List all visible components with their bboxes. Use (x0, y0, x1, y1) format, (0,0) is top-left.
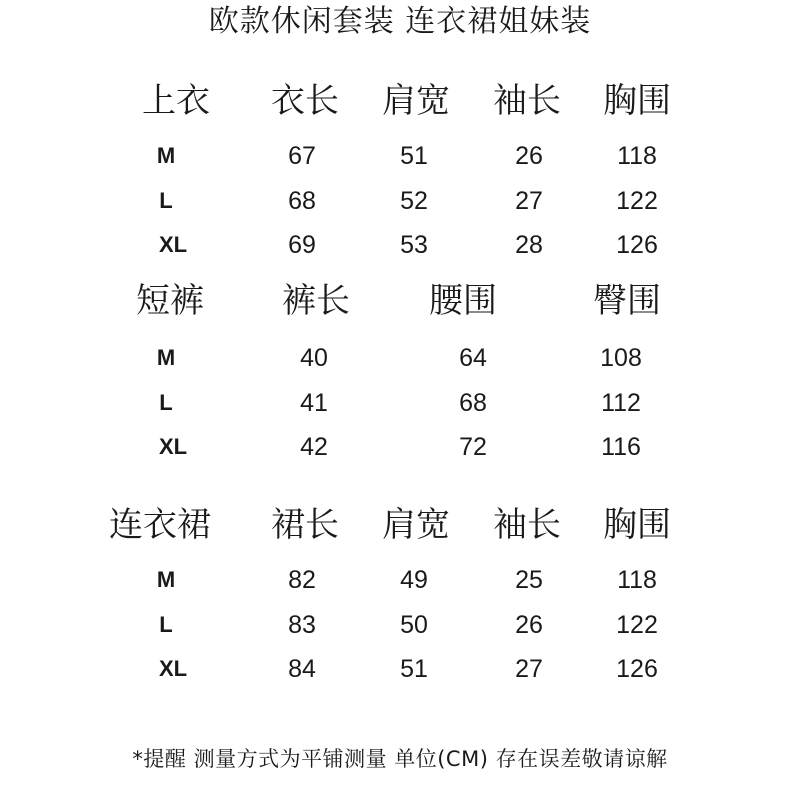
table-cell: 52 (400, 187, 428, 215)
table-cell: 118 (617, 142, 657, 170)
table-cell: 68 (459, 389, 487, 417)
dress-header-shoulder: 肩宽 (382, 505, 450, 545)
shorts-header-label: 短裤 (136, 281, 204, 321)
size-label: M (156, 345, 176, 370)
size-label: XL (158, 232, 188, 257)
tops-header-chest: 胸围 (603, 81, 671, 121)
tops-header-shoulder: 肩宽 (382, 81, 450, 121)
table-cell: 108 (600, 344, 642, 372)
table-cell: 69 (288, 231, 316, 259)
table-cell: 83 (288, 611, 316, 639)
table-cell: 42 (300, 433, 328, 461)
table-cell: 116 (601, 433, 641, 461)
table-cell: 126 (616, 655, 658, 683)
table-cell: 82 (288, 566, 316, 594)
table-cell: 26 (515, 611, 543, 639)
page-title: 欧款休闲套装 连衣裙姐妹装 (208, 4, 592, 39)
size-label: L (159, 390, 173, 415)
table-cell: 26 (515, 142, 543, 170)
table-cell: 53 (400, 231, 428, 259)
table-cell: 27 (515, 655, 543, 683)
tops-header-length: 衣长 (271, 81, 339, 121)
shorts-header-hip: 臀围 (593, 281, 661, 321)
table-cell: 51 (400, 142, 428, 170)
table-cell: 68 (288, 187, 316, 215)
table-cell: 41 (300, 389, 328, 417)
dress-header-chest: 胸围 (603, 505, 671, 545)
shorts-header-waist: 腰围 (429, 281, 497, 321)
size-label: M (156, 143, 176, 168)
tops-header-label: 上衣 (142, 81, 210, 121)
dress-header-length: 裙长 (271, 505, 339, 545)
table-cell: 25 (515, 566, 543, 594)
measurement-note: *提醒 测量方式为平铺测量 单位(CM) 存在误差敬请谅解 (132, 747, 668, 771)
dress-header-sleeve: 袖长 (493, 505, 561, 545)
dress-header-label: 连衣裙 (109, 505, 211, 545)
size-label: M (156, 567, 176, 592)
table-cell: 72 (459, 433, 487, 461)
size-label: L (159, 188, 173, 213)
table-cell: 28 (515, 231, 543, 259)
table-cell: 40 (300, 344, 328, 372)
size-label: XL (158, 434, 188, 459)
table-cell: 122 (616, 187, 658, 215)
table-cell: 118 (617, 566, 657, 594)
table-cell: 112 (601, 389, 641, 417)
tops-header-sleeve: 袖长 (493, 81, 561, 121)
table-cell: 122 (616, 611, 658, 639)
table-cell: 67 (288, 142, 316, 170)
shorts-header-length: 裤长 (282, 281, 350, 321)
table-cell: 50 (400, 611, 428, 639)
table-cell: 27 (515, 187, 543, 215)
table-cell: 126 (616, 231, 658, 259)
table-cell: 49 (400, 566, 428, 594)
size-label: L (159, 612, 173, 637)
table-cell: 51 (400, 655, 428, 683)
table-cell: 64 (459, 344, 487, 372)
size-label: XL (158, 656, 188, 681)
table-cell: 84 (288, 655, 316, 683)
